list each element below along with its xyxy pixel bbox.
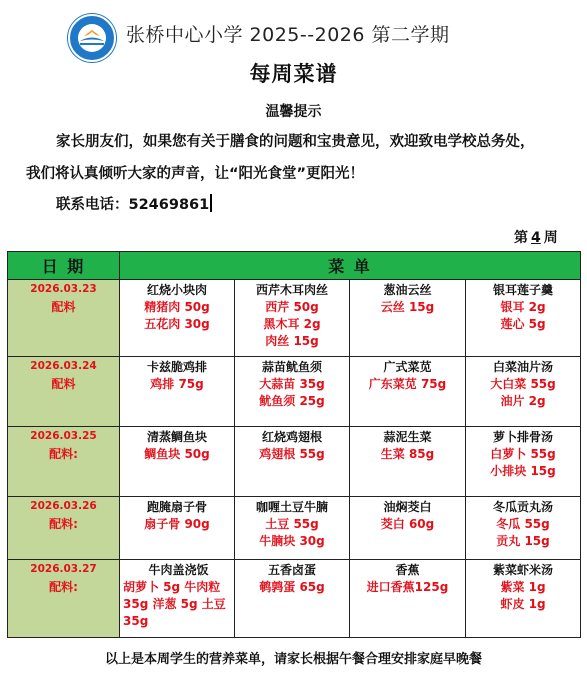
dish-ingredient: 扇子骨 90g	[144, 517, 210, 531]
dish-ingredient: 牛腩块 30g	[259, 534, 325, 548]
dish-name: 葱油云丝	[383, 283, 432, 297]
dish-ingredient: 大蒜苗 35g	[259, 377, 325, 391]
dish-name: 蒜泥生菜	[383, 430, 432, 444]
text-cursor	[210, 194, 212, 212]
dish-cell	[350, 560, 466, 638]
dish-cell	[466, 497, 581, 560]
dish-cell	[120, 497, 235, 560]
dish-cell	[466, 560, 581, 638]
dish-cell	[120, 357, 235, 427]
dish-cell	[235, 357, 350, 427]
dish-cell	[466, 357, 581, 427]
menu-table	[7, 251, 581, 638]
dish-cell	[350, 280, 466, 357]
week-prefix: 第	[514, 230, 528, 246]
dish-cell	[350, 357, 466, 427]
dish-ingredient: 精猪肉 50g	[144, 300, 210, 314]
dish-ingredient: 冬瓜 55g	[496, 517, 550, 531]
menu-body	[8, 280, 581, 638]
dish-name: 五香卤蛋	[267, 563, 316, 577]
dish-ingredient: 鹌鹑蛋 65g	[259, 580, 325, 594]
dish-cell	[120, 560, 235, 638]
dish-ingredient: 35g 洋葱 5g 土豆	[123, 597, 226, 611]
dish-name: 咖喱土豆牛腩	[255, 500, 328, 514]
date-text: 2026.03.27	[30, 563, 97, 575]
dish-cell	[350, 497, 466, 560]
date-column-header: 日 期	[8, 252, 120, 280]
dish-name: 油焖茭白	[383, 500, 432, 514]
tip-title: 温馨提示	[265, 104, 322, 120]
phone-line	[56, 193, 212, 214]
dish-name: 广式菜苋	[383, 360, 432, 374]
dish-name: 白菜油片汤	[493, 360, 554, 374]
dish-name: 西芹木耳肉丝	[255, 283, 328, 297]
ingredients-label: 配料	[51, 300, 76, 314]
dish-ingredient: 黑木耳 2g	[263, 317, 321, 331]
dish-ingredient: 肉丝 15g	[265, 334, 319, 348]
dish-name: 红烧小块肉	[146, 283, 207, 297]
week-label	[514, 227, 558, 247]
dish-ingredient: 生菜 85g	[380, 447, 435, 461]
dish-cell	[120, 280, 235, 357]
header	[68, 14, 488, 56]
footer-note: 以上是本周学生的营养菜单，请家长根据午餐合理安排家庭早晚餐	[104, 652, 482, 667]
table-row	[8, 427, 581, 497]
phone-label: 联系电话：	[56, 197, 129, 213]
dish-cell	[350, 427, 466, 497]
date-text: 2026.03.23	[30, 283, 97, 295]
dish-ingredient: 35g	[123, 614, 149, 628]
dish-ingredient: 贡丸 15g	[496, 534, 550, 548]
dish-ingredient: 白萝卜 55g	[490, 447, 556, 461]
dish-ingredient: 广东菜苋 75g	[368, 377, 447, 391]
date-cell	[8, 357, 120, 427]
dish-ingredient: 胡萝卜 5g 牛肉粒	[123, 580, 221, 594]
dish-ingredient: 云丝 15g	[380, 300, 435, 314]
dish-name: 冬瓜贡丸汤	[493, 500, 554, 514]
dish-cell	[235, 280, 350, 357]
dish-ingredient: 紫菜 1g	[500, 580, 546, 594]
dish-name: 紫菜虾米汤	[493, 563, 554, 577]
date-cell	[8, 280, 120, 357]
dish-cell	[466, 280, 581, 357]
menu-column-header: 菜 单	[120, 252, 581, 280]
dish-ingredient: 茭白 60g	[380, 517, 435, 531]
table-row	[8, 560, 581, 638]
dish-ingredient: 鲷鱼块 50g	[144, 447, 210, 461]
table-row	[8, 280, 581, 357]
table-row	[8, 497, 581, 560]
dish-ingredient: 西芹 50g	[265, 300, 319, 314]
dish-ingredient: 小排块 15g	[490, 464, 556, 478]
page-title: 每周菜谱	[249, 62, 338, 86]
dish-cell	[235, 497, 350, 560]
dish-name: 清蒸鲷鱼块	[146, 430, 207, 444]
dish-cell	[235, 560, 350, 638]
dish-cell	[466, 427, 581, 497]
date-cell	[8, 497, 120, 560]
dish-name: 萝卜排骨汤	[493, 430, 554, 444]
week-number: 4	[531, 230, 541, 246]
tip-line-2: 我们将认真倾听大家的声音，让“阳光食堂”更阳光！	[26, 166, 365, 182]
dish-name: 红烧鸡翅根	[261, 430, 322, 444]
date-cell	[8, 560, 120, 638]
school-title: 张桥中心小学 2025--2026 第二学期	[126, 24, 450, 46]
dish-ingredient: 虾皮 1g	[500, 597, 546, 611]
dish-name: 卡兹脆鸡排	[146, 360, 207, 374]
dish-name: 牛肉盖浇饭	[148, 563, 209, 577]
dish-ingredient: 五花肉 30g	[144, 317, 210, 331]
dish-ingredient: 银耳 2g	[500, 300, 546, 314]
ingredients-label: 配料:	[49, 580, 78, 594]
date-cell	[8, 427, 120, 497]
dish-name: 银耳莲子羹	[493, 283, 554, 297]
dish-name: 蒜苗鱿鱼须	[261, 360, 322, 374]
date-text: 2026.03.26	[30, 500, 97, 512]
table-header-row	[8, 252, 581, 280]
phone-number[interactable]: 52469861	[128, 197, 210, 213]
dish-cell	[120, 427, 235, 497]
dish-ingredient: 莲心 5g	[500, 317, 546, 331]
ingredients-label: 配料:	[49, 447, 78, 461]
date-text: 2026.03.25	[30, 430, 97, 442]
dish-ingredient: 大白菜 55g	[490, 377, 556, 391]
week-suffix: 周	[543, 230, 558, 246]
dish-ingredient: 土豆 55g	[265, 517, 319, 531]
dish-cell	[235, 427, 350, 497]
tip-line-1: 家长朋友们，如果您有关于膳食的问题和宝贵意见，欢迎致电学校总务处，	[56, 134, 535, 150]
ingredients-label: 配料:	[49, 517, 78, 531]
table-row	[8, 357, 581, 427]
dish-name: 香蕉	[395, 563, 420, 577]
date-text: 2026.03.24	[30, 360, 97, 372]
dish-ingredient: 进口香蕉125g	[366, 580, 449, 594]
dish-ingredient: 鸡排 75g	[150, 377, 204, 391]
ingredients-label: 配料	[51, 377, 76, 391]
dish-name: 跑腌扇子骨	[146, 500, 207, 514]
dish-ingredient: 鸡翅根 55g	[259, 447, 325, 461]
dish-ingredient: 油片 2g	[500, 394, 546, 408]
dish-ingredient: 鱿鱼须 25g	[259, 394, 325, 408]
school-logo-icon	[68, 14, 116, 62]
